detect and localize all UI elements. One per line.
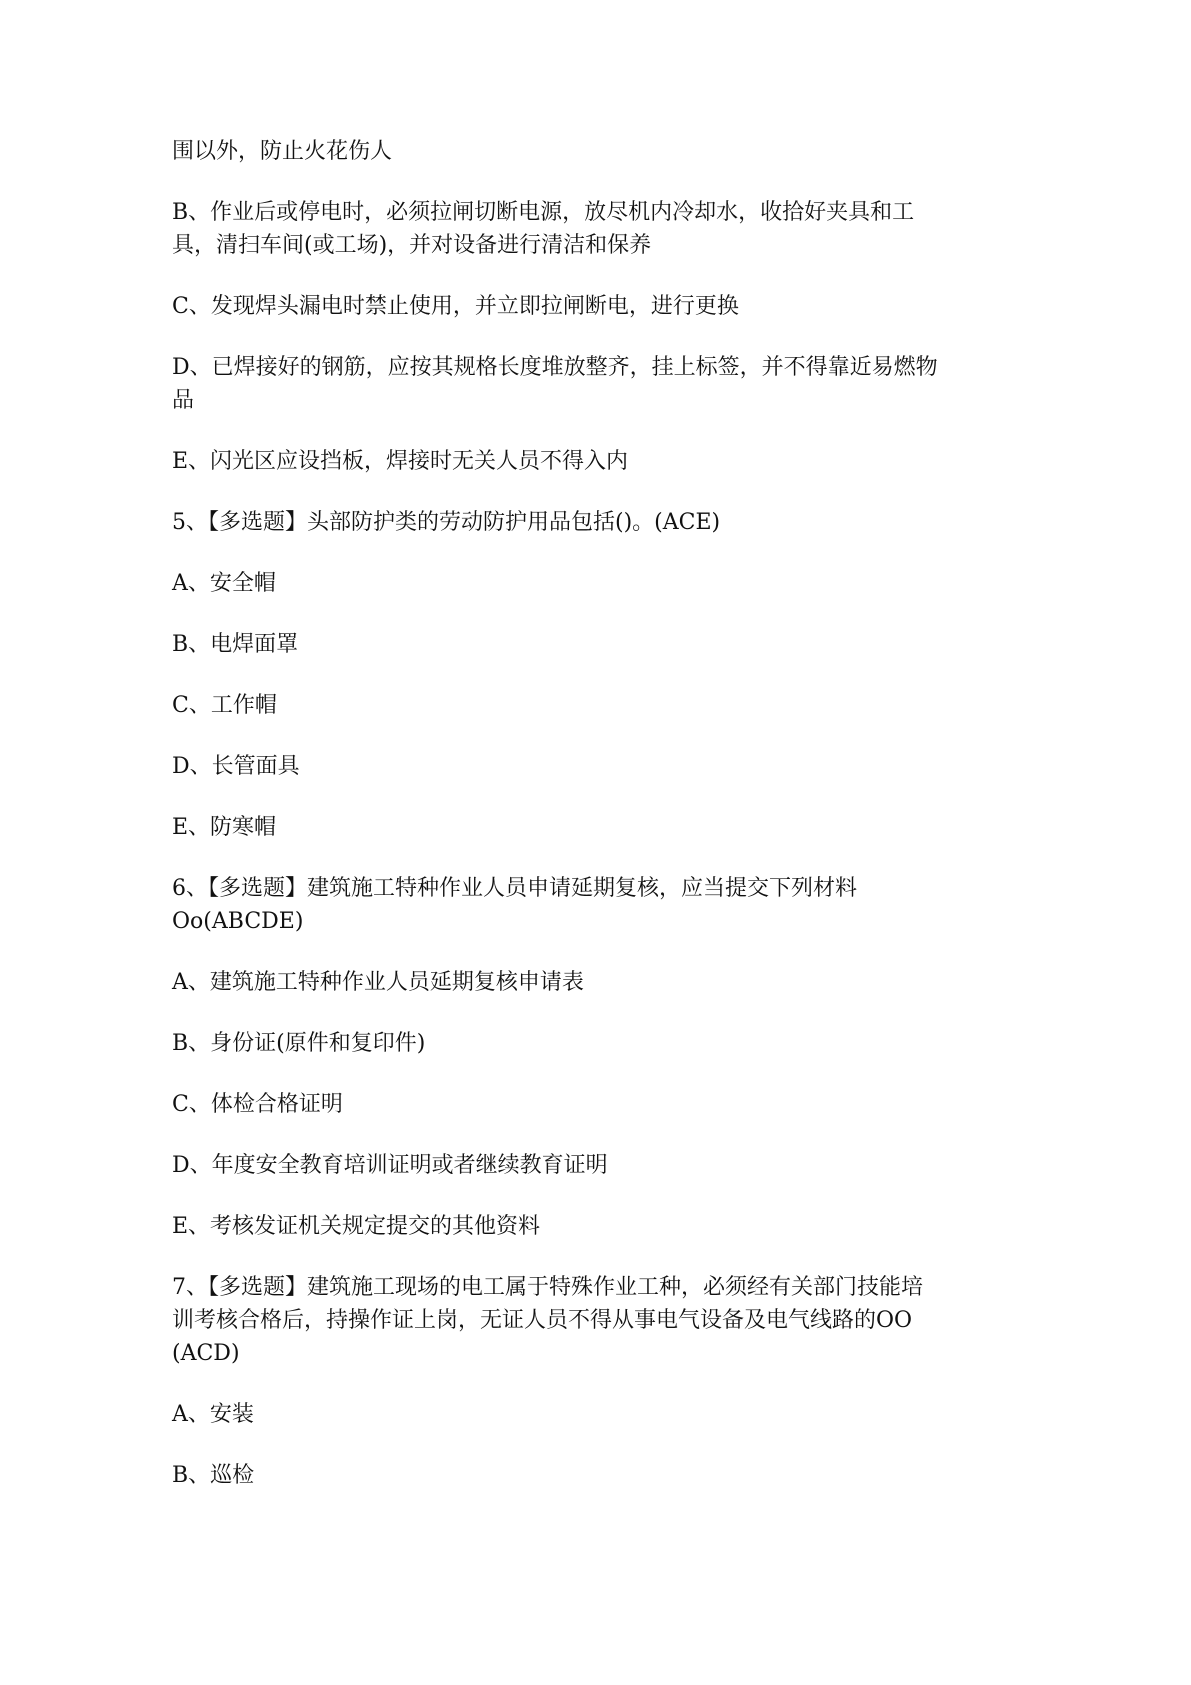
option-b (172, 1459, 1022, 1492)
option-b (172, 196, 1022, 262)
question-6 (172, 872, 1022, 938)
text-line: D、长管面具 (172, 754, 300, 779)
text-line: D、已焊接好的钢筋，应按其规格长度堆放整齐，挂上标签，并不得靠近易燃物 (172, 355, 938, 380)
text-line: A、建筑施工特种作业人员延期复核申请表 (172, 970, 584, 995)
document-body (172, 135, 1022, 1520)
text-line: 具，清扫车间(或工场)，并对设备进行清洁和保养 (172, 233, 652, 258)
text-line: 围以外，防止火花伤人 (172, 139, 393, 164)
text-line: B、电焊面罩 (172, 632, 299, 657)
text-line: (ACD) (172, 1341, 240, 1366)
option-text (172, 135, 1022, 168)
text-line: 训考核合格后，持操作证上岗，无证人员不得从事电气设备及电气线路的OO (172, 1308, 913, 1333)
question-5 (172, 506, 1022, 539)
text-line: 5、【多选题】头部防护类的劳动防护用品包括()。(ACE) (172, 510, 721, 535)
option-c (172, 689, 1022, 722)
text-line: 品 (172, 388, 195, 413)
text-line: C、体检合格证明 (172, 1092, 343, 1117)
option-e (172, 1210, 1022, 1243)
option-e (172, 811, 1022, 844)
option-a (172, 1398, 1022, 1431)
option-b (172, 628, 1022, 661)
option-b (172, 1027, 1022, 1060)
option-d (172, 1149, 1022, 1182)
text-line: B、巡检 (172, 1463, 255, 1488)
text-line: A、安全帽 (172, 571, 276, 596)
text-line: 7、【多选题】建筑施工现场的电工属于特殊作业工种，必须经有关部门技能培 (172, 1275, 923, 1300)
text-line: A、安装 (172, 1402, 254, 1427)
option-e (172, 445, 1022, 478)
text-line: E、防寒帽 (172, 815, 277, 840)
option-c (172, 290, 1022, 323)
option-d (172, 351, 1022, 417)
question-7 (172, 1271, 1022, 1370)
text-line: C、工作帽 (172, 693, 277, 718)
option-a (172, 567, 1022, 600)
option-c (172, 1088, 1022, 1121)
option-d (172, 750, 1022, 783)
text-line: D、年度安全教育培训证明或者继续教育证明 (172, 1153, 608, 1178)
text-line: E、考核发证机关规定提交的其他资料 (172, 1214, 541, 1239)
text-line: 6、【多选题】建筑施工特种作业人员申请延期复核，应当提交下列材料 (172, 876, 857, 901)
text-line: C、发现焊头漏电时禁止使用，并立即拉闸断电，进行更换 (172, 294, 739, 319)
text-line: E、闪光区应设挡板，焊接时无关人员不得入内 (172, 449, 629, 474)
text-line: Oo(ABCDE) (172, 909, 304, 934)
text-line: B、身份证(原件和复印件) (172, 1031, 426, 1056)
text-line: B、作业后或停电时，必须拉闸切断电源，放尽机内冷却水，收拾好夹具和工 (172, 200, 915, 225)
option-a (172, 966, 1022, 999)
